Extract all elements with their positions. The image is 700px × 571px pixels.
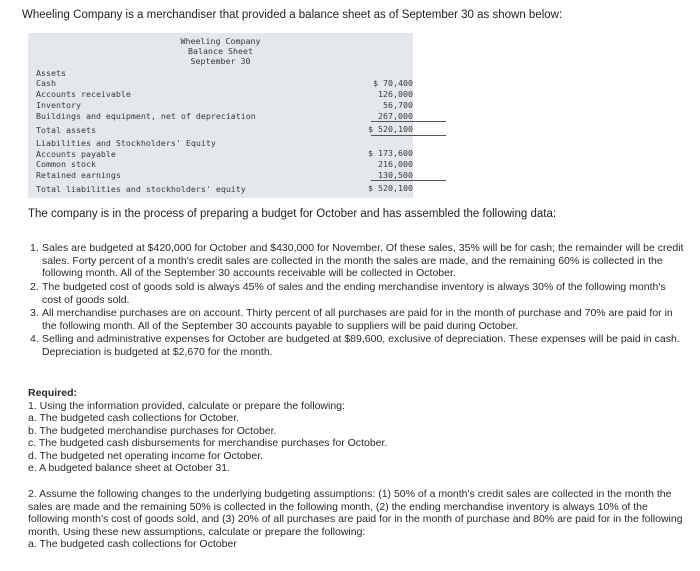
- required-section: [28, 387, 678, 475]
- cs-value: 216,000: [378, 159, 413, 169]
- inventory-label: Inventory: [36, 100, 81, 110]
- buildings-value: 267,000: [378, 111, 413, 121]
- total-le-label: Total liabilities and stockholders' equity: [36, 184, 246, 194]
- list-item-text: All merchandise purchases are on account. Thirty percent of all purchases are paid for in the month of purchase and 70% are paid for in the following month. All of the September 30 accounts payable to suppliers will be paid during October.: [42, 307, 673, 332]
- list-item-text: Selling and administrative expenses for October are budgeted at $89,600, exclusive of depreciation. These expenses will be paid in cash. Depreciation is budgeted at $2,670 for the month.: [42, 333, 680, 358]
- part2-text: 2. Assume the following changes to the underlying budgeting assumptions: (1) 50% of a month's credit sales are collected in the month the sales are made and the remaining 50% is collected in the following month, (2) the ending merchandise inventory is always 10% of the following month's cost of goods sold, and (3) 20% of all purchases are paid for in the month of purchase and 80% are paid for in the following month. Using these new assumptions, calculate or prepare the following:: [28, 488, 683, 538]
- list-item-number: 4.: [30, 333, 39, 345]
- ar-label: Accounts receivable: [36, 89, 131, 99]
- part2-a: a. The budgeted cash collections for October: [28, 538, 237, 550]
- required-c: c. The budgeted cash disbursements for merchandise purchases for October.: [28, 437, 388, 449]
- required-d: d. The budgeted net operating income for October.: [28, 449, 264, 462]
- re-value: 130,500: [378, 170, 413, 180]
- list-item-number: 3.: [30, 307, 39, 319]
- ap-value: $ 173,600: [368, 148, 413, 158]
- ar-value: 126,000: [378, 89, 413, 99]
- required-heading: Required:: [28, 387, 78, 399]
- total-assets-label: Total assets: [36, 125, 96, 135]
- intro-text: Wheeling Company is a merchandiser that provided a balance sheet as of September 30 as shown below:: [22, 9, 563, 21]
- cs-label: Common stock: [36, 159, 96, 169]
- list-item: [30, 333, 686, 358]
- cash-label: Cash: [36, 78, 56, 88]
- total-assets-value: $ 520,100: [368, 124, 413, 134]
- required-a: a. The budgeted cash collections for October.: [28, 412, 240, 424]
- inventory-value: 56,700: [383, 100, 413, 110]
- subtotal-rule: [371, 121, 446, 122]
- list-item-text: Sales are budgeted at $420,000 for October and $430,000 for November. Of these sales, 35% will be for cash; the remainder will be credit sales. Forty percent of a month's credit sales are collected in the month the sales are made, and the remaining 60% is collected in the following month. All of the September 30 accounts receivable will be collected in October.: [42, 242, 684, 280]
- list-item: [30, 242, 686, 280]
- list-item-text: The budgeted cost of goods sold is always 45% of sales and the ending merchandise inventory is always 30% of the following month's cost of goods sold.: [42, 281, 666, 306]
- list-item-number: 2.: [30, 281, 39, 293]
- required-line1: 1. Using the information provided, calculate or prepare the following:: [28, 399, 345, 412]
- list-item: [30, 281, 686, 306]
- liabilities-heading: Liabilities and Stockholders' Equity: [36, 138, 216, 148]
- part2-section: [28, 488, 683, 551]
- buildings-label: Buildings and equipment, net of depreciation: [36, 111, 256, 121]
- assets-heading: Assets: [36, 68, 66, 78]
- list-item-number: 1.: [30, 242, 39, 254]
- list-item: [30, 307, 686, 332]
- re-label: Retained earnings: [36, 170, 121, 180]
- required-e: e. A budgeted balance sheet at October 31.: [28, 462, 230, 474]
- process-text: The company is in the process of preparing a budget for October and has assembled the following data:: [28, 208, 557, 220]
- ap-label: Accounts payable: [36, 149, 116, 159]
- total-le-value: $ 520,100: [368, 183, 413, 193]
- total-rule: [371, 135, 446, 136]
- required-b: b. The budgeted merchandise purchases for October.: [28, 424, 277, 437]
- company-name: Wheeling Company: [180, 36, 261, 46]
- balance-sheet: [28, 33, 413, 198]
- statement-date: September 30: [190, 56, 251, 66]
- statement-title: Balance Sheet: [188, 46, 253, 56]
- subtotal-rule-2: [371, 180, 446, 181]
- cash-value: $ 70,400: [373, 78, 413, 88]
- balance-sheet-header: [28, 36, 413, 66]
